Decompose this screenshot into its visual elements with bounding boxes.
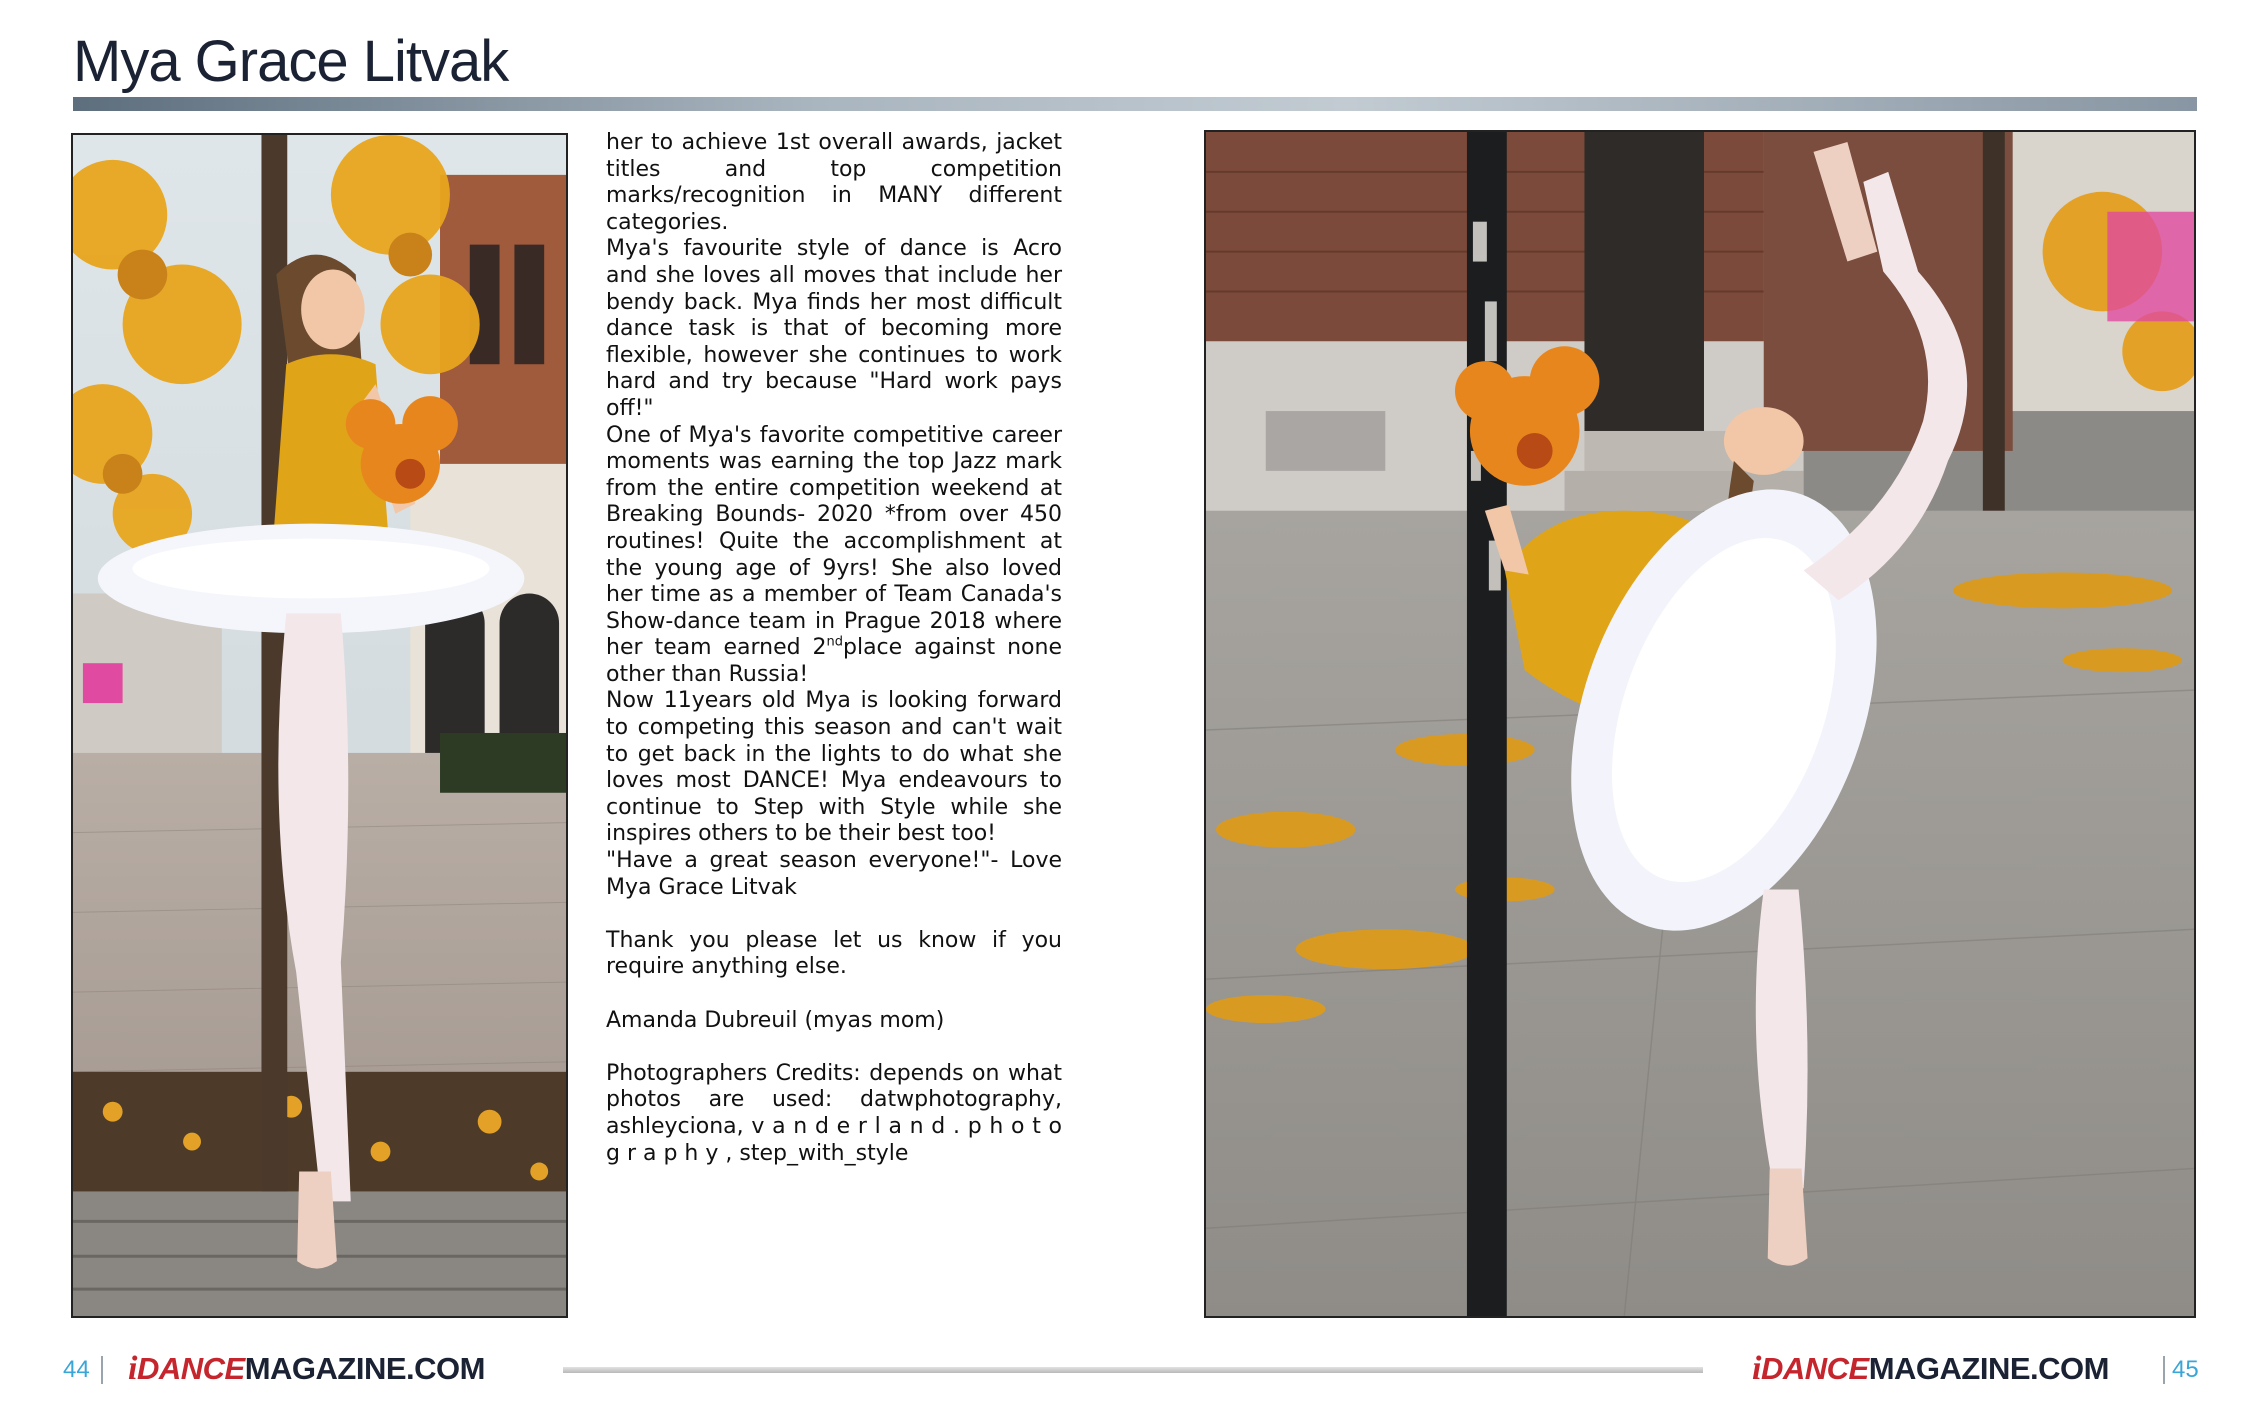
ordinal-superscript: nd	[826, 634, 843, 650]
footer-rule-right	[1133, 1367, 1703, 1373]
photo-dancer-pole-image	[1206, 132, 2194, 1316]
article-body	[606, 130, 1062, 1167]
page-number-right: 45	[2172, 1356, 2199, 1383]
brand-magazine: MAGAZINE	[244, 1351, 407, 1386]
article-paragraph-tail: place against none other than Russia!	[606, 635, 1062, 687]
footer-separator-left	[101, 1356, 103, 1384]
article-paragraph: her to achieve 1st overall awards, jacket titles and top competition marks/recognition in MANY different categories.	[606, 130, 1062, 235]
brand-i: i	[1752, 1350, 1761, 1387]
article-title: Mya Grace Litvak	[73, 29, 509, 94]
page-number-left: 44	[63, 1356, 90, 1383]
brand-dance: DANCE	[1760, 1351, 1869, 1386]
article-paragraph: Now 11years old Mya is looking forward to competing this season and can't wait to get back in the lights to do what she loves most DANCE! Mya endeavours to continue to Step with Style while she inspires others to be their best too!	[606, 688, 1062, 847]
footer-rule-left	[563, 1367, 1133, 1373]
article-paragraph: Mya's favourite style of dance is Acro and she loves all moves that include her bendy back. Mya finds her most difficult dance task is that of becoming more flexible, however she continues to work hard and try because "Hard work pays off!"	[606, 236, 1062, 421]
brand-tld: .COM	[2030, 1351, 2109, 1386]
article-signature: Amanda Dubreuil (myas mom)	[606, 1007, 945, 1033]
photo-dancer-pointe-image	[73, 135, 566, 1316]
article-paragraph-text: One of Mya's favorite competitive career moments was earning the top Jazz mark from the entire competition weekend at Breaking Bounds- 2020 *from over 450 routines! Quite the accomplishment at the young age of 9yrs! She also loved her time as a member of Team Canada's Show-dance team in Prague 2018 where her team earned 2	[606, 422, 1062, 661]
photo-dancer-pointe	[71, 133, 568, 1318]
article-paragraph-with-ordinal	[606, 423, 1062, 689]
article-paragraph: Thank you please let us know if you require anything else.	[606, 927, 1062, 980]
brand-logo-right[interactable]	[1752, 1350, 2109, 1388]
brand-logo-left[interactable]	[128, 1350, 485, 1388]
brand-tld: .COM	[406, 1351, 485, 1386]
brand-i: i	[128, 1350, 137, 1387]
photo-dancer-pole	[1204, 130, 2196, 1318]
photo-credits: Photographers Credits: depends on what photos are used: datwphotography, ashleyciona, v a n d e r l a n d . p h o t o g r a p h y , step_with_style	[606, 1060, 1062, 1166]
brand-dance: DANCE	[136, 1351, 245, 1386]
title-underline-bar	[73, 97, 2197, 111]
article-quote: "Have a great season everyone!"- Love Mya Grace Litvak	[606, 848, 1062, 900]
footer-separator-right	[2163, 1356, 2165, 1384]
brand-magazine: MAGAZINE	[1868, 1351, 2031, 1386]
